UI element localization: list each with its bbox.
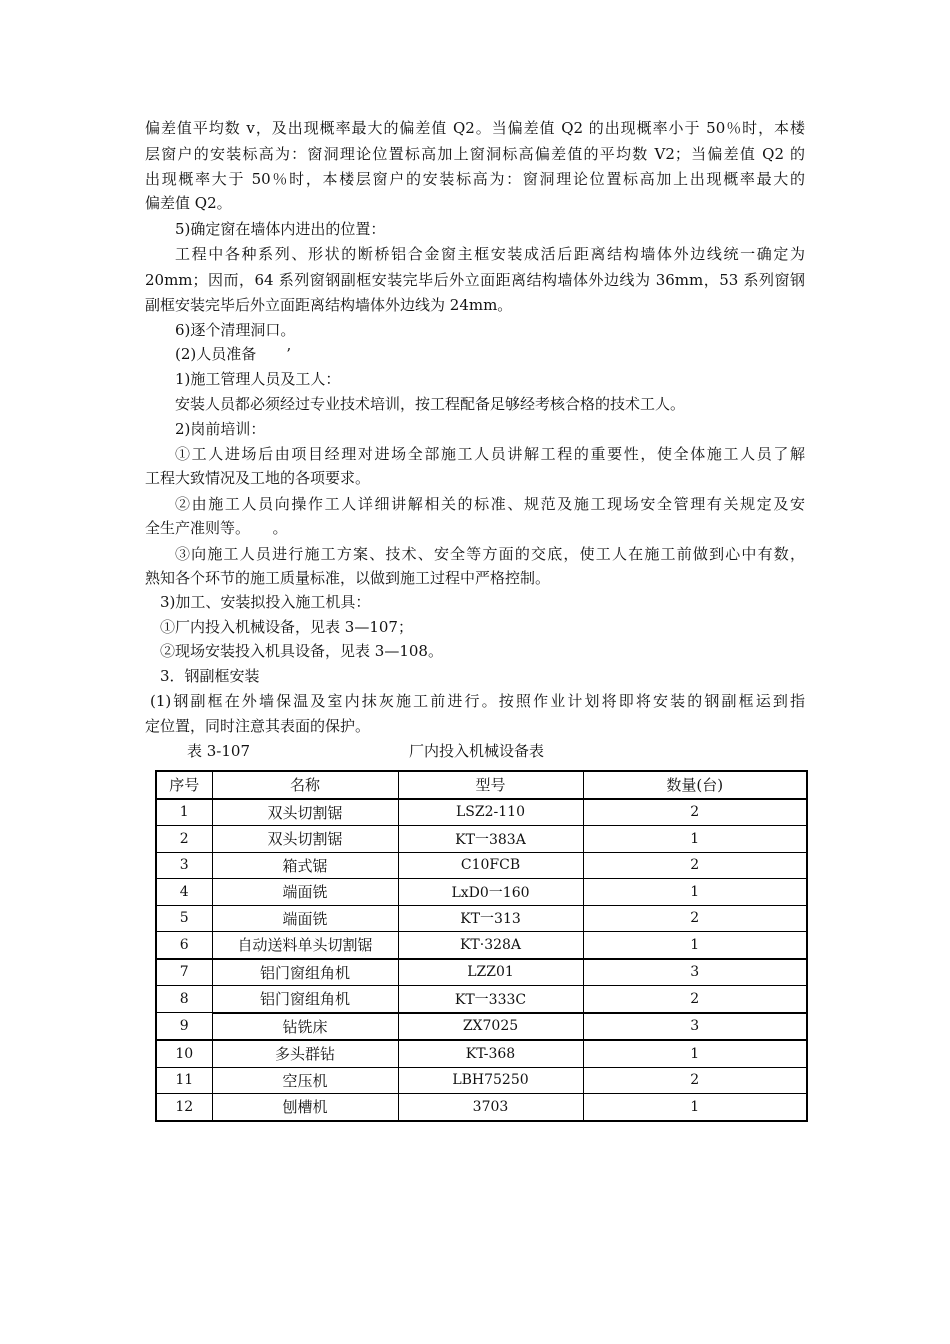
table-title: 厂内投入机械设备表 — [409, 742, 545, 760]
cell-name: 刨槽机 — [212, 1094, 398, 1121]
cell-quantity: 2 — [583, 1067, 807, 1094]
table-row — [156, 986, 807, 1013]
header-index: 序号 — [156, 771, 212, 799]
cell-name: 钻铣床 — [212, 1013, 398, 1041]
cell-index: 6 — [156, 932, 212, 959]
cell-name: 端面铣 — [212, 879, 398, 906]
cell-name: 自动送料单头切割锯 — [212, 932, 398, 959]
table-row — [156, 1013, 807, 1041]
table-number: 表 3-107 — [187, 742, 251, 760]
table-row — [156, 959, 807, 986]
paragraph-line: 熟知各个环节的施工质量标准，以做到施工过程中严格控制。 — [145, 569, 551, 587]
paragraph-line: 2)岗前培训： — [175, 420, 266, 438]
paragraph-line: ②由施工人员向操作工人详细讲解相关的标准、规范及施工现场安全管理有关规定及安 — [175, 495, 805, 513]
paragraph-line: 出现概率大于 50％时，本楼层窗户的安装标高为：窗洞理论位置标高加上出现概率最大的 — [145, 170, 805, 188]
paragraph-line: ①工人进场后由项目经理对进场全部施工人员讲解工程的重要性，使全体施工人员了解 — [175, 445, 805, 463]
cell-model: KT一333C — [398, 986, 583, 1013]
cell-index: 5 — [156, 905, 212, 932]
cell-index: 10 — [156, 1040, 212, 1067]
table-row — [156, 1040, 807, 1067]
cell-index: 9 — [156, 1013, 212, 1041]
cell-quantity: 1 — [583, 826, 807, 853]
cell-name: 双头切割锯 — [212, 799, 398, 826]
section-heading: 3．钢副框安装 — [160, 667, 260, 685]
cell-model: ZX7025 — [398, 1013, 583, 1041]
paragraph-line: 工程大致情况及工地的各项要求。 — [145, 469, 371, 487]
cell-model: KT-368 — [398, 1040, 583, 1067]
cell-quantity: 2 — [583, 986, 807, 1013]
table-row — [156, 879, 807, 906]
header-quantity: 数量(台) — [583, 771, 807, 799]
paragraph-line: 定位置，同时注意其表面的保护。 — [145, 717, 371, 735]
cell-name: 铝门窗组角机 — [212, 959, 398, 986]
cell-model: LxD0一160 — [398, 879, 583, 906]
cell-index: 11 — [156, 1067, 212, 1094]
cell-quantity: 2 — [583, 799, 807, 826]
cell-quantity: 2 — [583, 852, 807, 879]
table-row — [156, 852, 807, 879]
paragraph-line: 3)加工、安装拟投入施工机具： — [160, 593, 371, 611]
header-model: 型号 — [398, 771, 583, 799]
equipment-table — [155, 770, 808, 1122]
paragraph-line: (1)钢副框在外墙保温及室内抹灰施工前进行。按照作业计划将即将安装的钢副框运到指 — [150, 692, 805, 710]
cell-quantity: 2 — [583, 905, 807, 932]
table-row — [156, 799, 807, 826]
cell-name: 端面铣 — [212, 905, 398, 932]
cell-quantity: 1 — [583, 1040, 807, 1067]
cell-model: 3703 — [398, 1094, 583, 1121]
cell-index: 2 — [156, 826, 212, 853]
paragraph-line: 偏差值平均数 v，及出现概率最大的偏差值 Q2。当偏差值 Q2 的出现概率小于 50％时，本楼 — [145, 119, 805, 137]
paragraph-line: ③向施工人员进行施工方案、技术、安全等方面的交底，使工人在施工前做到心中有数， — [175, 545, 805, 563]
paragraph-line: 全生产准则等。 。 — [145, 519, 288, 537]
paragraph-line: 1)施工管理人员及工人： — [175, 370, 341, 388]
cell-name: 箱式锯 — [212, 852, 398, 879]
cell-quantity: 3 — [583, 1013, 807, 1041]
cell-name: 多头群钻 — [212, 1040, 398, 1067]
cell-model: KT·328A — [398, 932, 583, 959]
cell-index: 3 — [156, 852, 212, 879]
paragraph-line: 20mm；因而，64 系列窗钢副框安装完毕后外立面距离结构墙体外边线为 36mm，53 系列窗钢 — [145, 271, 805, 289]
paragraph-line: 工程中各种系列、形状的断桥铝合金窗主框安装成活后距离结构墙体外边线统一确定为 — [175, 245, 805, 263]
cell-name: 双头切割锯 — [212, 826, 398, 853]
cell-index: 12 — [156, 1094, 212, 1121]
header-name: 名称 — [212, 771, 398, 799]
paragraph-line: 偏差值 Q2。 — [145, 194, 232, 212]
cell-model: KT一383A — [398, 826, 583, 853]
cell-index: 1 — [156, 799, 212, 826]
cell-index: 4 — [156, 879, 212, 906]
cell-model: LZZ01 — [398, 959, 583, 986]
cell-quantity: 1 — [583, 1094, 807, 1121]
table-row — [156, 1094, 807, 1121]
table-row — [156, 905, 807, 932]
paragraph-line: ②现场安装投入机具设备，见表 3—108。 — [160, 642, 443, 660]
table-row — [156, 932, 807, 959]
cell-index: 7 — [156, 959, 212, 986]
table-header-row — [156, 771, 807, 799]
cell-quantity: 1 — [583, 932, 807, 959]
cell-index: 8 — [156, 986, 212, 1013]
paragraph-line: ①厂内投入机械设备，见表 3—107； — [160, 618, 413, 636]
paragraph-line: 安装人员都必须经过专业技术培训，按工程配备足够经考核合格的技术工人。 — [175, 395, 686, 413]
cell-model: LBH75250 — [398, 1067, 583, 1094]
section-heading: (2)人员准备 ’ — [175, 345, 292, 363]
paragraph-line: 副框安装完毕后外立面距离结构墙体外边线为 24mm。 — [145, 296, 513, 314]
cell-quantity: 3 — [583, 959, 807, 986]
paragraph-line: 6)逐个清理洞口。 — [175, 321, 296, 339]
cell-name: 铝门窗组角机 — [212, 986, 398, 1013]
table-row — [156, 826, 807, 853]
cell-model: LSZ2-110 — [398, 799, 583, 826]
paragraph-line: 层窗户的安装标高为：窗洞理论位置标高加上窗洞标高偏差值的平均数 V2；当偏差值 Q2 的 — [145, 145, 805, 163]
cell-name: 空压机 — [212, 1067, 398, 1094]
cell-model: C10FCB — [398, 852, 583, 879]
paragraph-line: 5)确定窗在墙体内进出的位置： — [175, 220, 386, 238]
cell-model: KT一313 — [398, 905, 583, 932]
table-row — [156, 1067, 807, 1094]
cell-quantity: 1 — [583, 879, 807, 906]
